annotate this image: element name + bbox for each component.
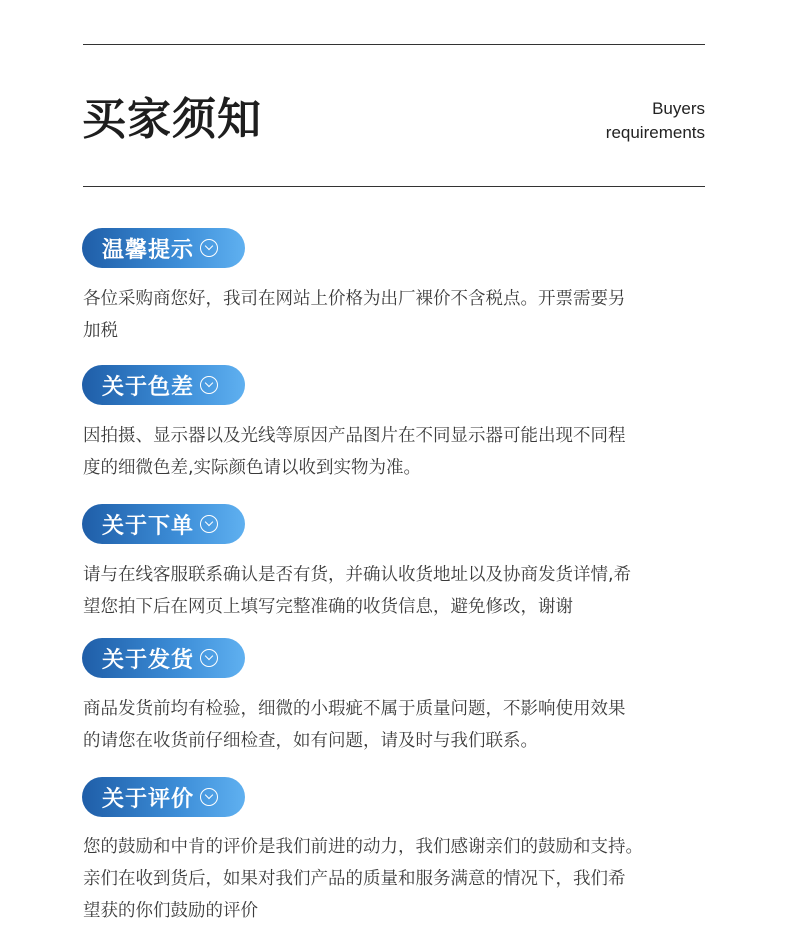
section-heading: 关于色差 [102,374,195,400]
section-text-tips: 各位采购商您好，我司在网站上价格为出厂裸价不含税点。开票需要另 加税 [83,289,626,341]
subtitle-line-1: Buyers [652,99,705,118]
subtitle-line-2: requirements [605,123,705,142]
section-heading: 关于评价 [102,786,195,812]
section-badge-tips [82,228,245,268]
section-heading: 关于下单 [102,513,195,539]
section-text-ordering: 请与在线客服联系确认是否有货，并确认收货地址以及协商发货详情,希 望您拍下后在网页上填写完整准确的收货信息，避免修改，谢谢 [83,565,632,617]
section-heading: 温馨提示 [102,237,195,263]
section-text-color-difference: 因拍摄、显示器以及光线等原因产品图片在不同显示器可能出现不同程 度的细微色差,实际颜色请以收到实物为准。 [83,426,626,478]
page-title: 买家须知 [82,94,262,145]
chevron-down-circle-icon [200,239,218,257]
top-divider [83,44,705,45]
chevron-down-circle-icon [200,376,218,394]
chevron-down-circle-icon [200,788,218,806]
section-badge-shipping [82,638,245,678]
section-badge-reviews [82,777,245,817]
section-badge-color-difference [82,365,245,405]
section-text-reviews: 您的鼓励和中肯的评价是我们前进的动力，我们感谢亲们的鼓励和支持。 亲们在收到货后，如果对我们产品的质量和服务满意的情况下，我们希 望获的你们鼓励的评价 [83,837,643,921]
chevron-down-circle-icon [200,649,218,667]
chevron-down-circle-icon [200,515,218,533]
page-subtitle [606,97,705,145]
section-heading: 关于发货 [102,647,195,673]
bottom-divider [83,186,705,187]
section-badge-ordering [82,504,245,544]
section-text-shipping: 商品发货前均有检验，细微的小瑕疵不属于质量问题，不影响使用效果 的请您在收货前仔细检查，如有问题，请及时与我们联系。 [83,699,626,751]
